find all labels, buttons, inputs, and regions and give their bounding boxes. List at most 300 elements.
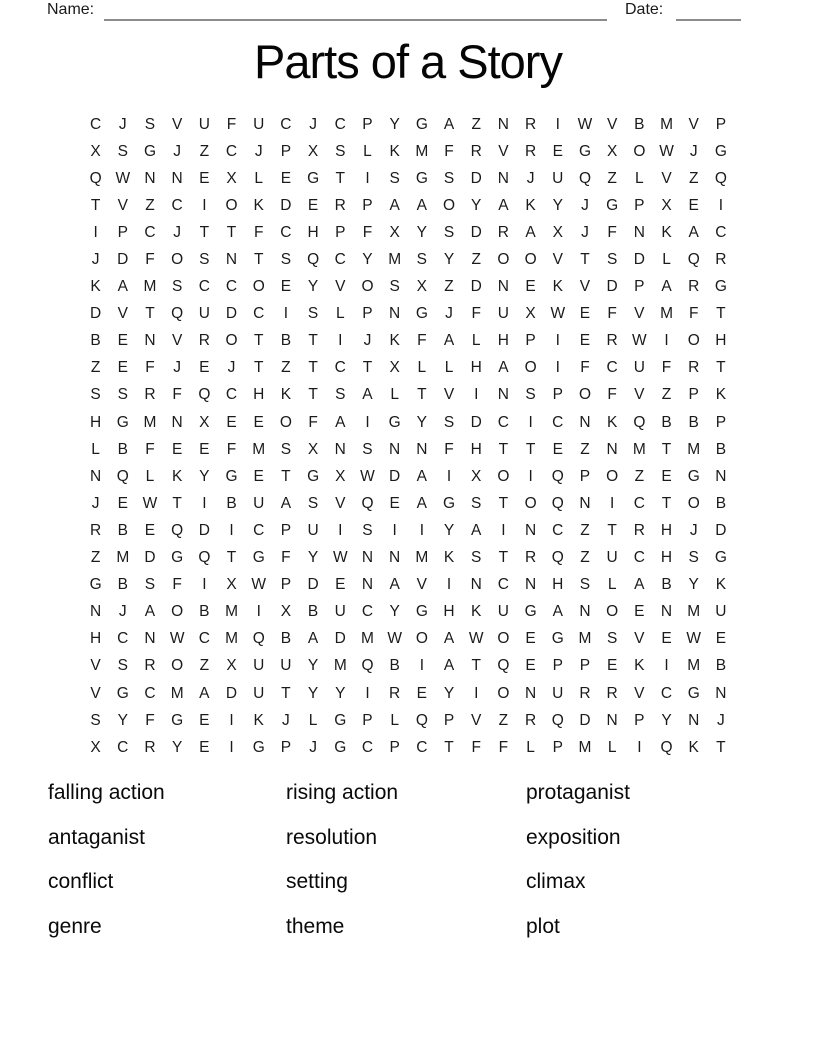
- word-list-item: plot: [526, 914, 560, 938]
- grid-letter: U: [497, 305, 509, 323]
- grid-letter: E: [199, 440, 210, 458]
- grid-letter: T: [253, 251, 264, 269]
- grid-letter: A: [144, 603, 156, 621]
- grid-letter: T: [444, 738, 454, 756]
- grid-letter: Y: [443, 684, 455, 702]
- grid-letter: Z: [444, 278, 454, 296]
- grid-letter: W: [142, 494, 158, 512]
- grid-letter: M: [170, 684, 184, 702]
- grid-letter: Q: [116, 467, 129, 485]
- grid-letter: V: [471, 711, 482, 729]
- grid-letter: T: [661, 494, 672, 512]
- grid-letter: L: [363, 142, 372, 160]
- grid-letter: I: [338, 332, 343, 350]
- grid-letter: J: [309, 115, 317, 133]
- grid-letter: G: [524, 603, 537, 621]
- grid-letter: E: [525, 657, 536, 675]
- grid-letter: S: [117, 386, 128, 404]
- grid-letter: T: [716, 359, 726, 377]
- grid-letter: M: [660, 115, 673, 133]
- grid-letter: M: [415, 142, 429, 160]
- grid-letter: K: [253, 196, 264, 214]
- grid-letter: L: [390, 386, 399, 404]
- grid-letter: G: [143, 142, 156, 160]
- grid-letter: F: [444, 142, 454, 160]
- grid-letter: S: [335, 142, 346, 160]
- grid-letter: I: [718, 196, 724, 214]
- grid-letter: S: [90, 711, 101, 729]
- grid-letter: B: [715, 440, 727, 458]
- grid-letter: L: [417, 359, 427, 377]
- grid-letter: R: [524, 142, 537, 160]
- grid-letter: D: [144, 549, 156, 567]
- grid-letter: G: [714, 549, 727, 567]
- grid-letter: P: [552, 738, 563, 756]
- grid-letter: J: [689, 521, 698, 539]
- grid-letter: B: [117, 521, 128, 539]
- grid-letter: O: [279, 413, 292, 431]
- grid-letter: N: [144, 332, 156, 350]
- grid-letter: C: [253, 305, 265, 323]
- grid-letter: V: [634, 386, 645, 404]
- grid-letter: P: [715, 413, 727, 431]
- grid-letter: P: [362, 115, 373, 133]
- grid-letter: A: [498, 196, 509, 214]
- grid-letter: W: [115, 169, 131, 187]
- grid-letter: A: [117, 278, 128, 296]
- grid-letter: J: [91, 494, 100, 512]
- grid-letter: F: [226, 440, 237, 458]
- grid-letter: Q: [551, 494, 564, 512]
- grid-letter: D: [470, 278, 482, 296]
- grid-letter: C: [171, 196, 183, 214]
- grid-letter: L: [607, 738, 617, 756]
- grid-letter: U: [253, 657, 265, 675]
- grid-letter: B: [199, 603, 210, 621]
- grid-letter: T: [226, 223, 237, 241]
- grid-letter: X: [471, 467, 482, 485]
- grid-letter: F: [308, 413, 318, 431]
- grid-letter: K: [688, 738, 699, 756]
- grid-letter: E: [552, 440, 563, 458]
- grid-letter: P: [552, 657, 563, 675]
- grid-letter: C: [280, 223, 292, 241]
- grid-letter: T: [172, 494, 182, 512]
- grid-letter: S: [117, 657, 128, 675]
- grid-letter: F: [145, 711, 155, 729]
- grid-letter: E: [389, 494, 400, 512]
- grid-letter: O: [171, 251, 184, 269]
- grid-letter: H: [660, 549, 673, 567]
- grid-letter: U: [715, 603, 727, 621]
- grid-letter: L: [607, 576, 617, 594]
- grid-letter: P: [634, 711, 645, 729]
- grid-letter: E: [117, 332, 128, 350]
- grid-letter: N: [606, 711, 618, 729]
- grid-letter: L: [471, 332, 481, 350]
- grid-letter: I: [229, 738, 234, 756]
- grid-letter: U: [307, 521, 319, 539]
- grid-letter: E: [280, 169, 292, 187]
- grid-letter: U: [633, 359, 645, 377]
- grid-letter: E: [226, 413, 237, 431]
- word-list-item: climax: [526, 870, 586, 893]
- grid-letter: W: [686, 630, 702, 648]
- grid-letter: E: [661, 630, 672, 648]
- grid-letter: N: [579, 413, 591, 431]
- grid-letter: E: [117, 359, 128, 377]
- grid-letter: P: [362, 711, 373, 729]
- grid-letter: B: [117, 576, 128, 594]
- grid-letter: F: [417, 332, 427, 350]
- grid-letter: U: [334, 603, 346, 621]
- grid-letter: A: [443, 630, 455, 648]
- grid-letter: N: [89, 467, 102, 485]
- grid-letter: O: [415, 630, 428, 648]
- grid-letter: Y: [362, 251, 373, 269]
- grid-letter: N: [524, 684, 537, 702]
- grid-letter: C: [117, 630, 129, 648]
- grid-letter: A: [661, 278, 672, 296]
- grid-letter: Y: [443, 521, 455, 539]
- grid-letter: G: [443, 494, 456, 512]
- grid-letter: M: [388, 251, 402, 269]
- grid-letter: M: [687, 657, 701, 675]
- grid-letter: N: [715, 684, 727, 702]
- grid-letter: K: [715, 576, 727, 594]
- grid-letter: U: [280, 657, 292, 675]
- grid-letter: X: [90, 142, 101, 160]
- grid-letter: Q: [714, 169, 727, 187]
- grid-letter: D: [280, 196, 292, 214]
- grid-letter: Y: [443, 251, 455, 269]
- grid-letter: F: [362, 223, 373, 241]
- grid-letter: N: [497, 115, 509, 133]
- grid-letter: Y: [199, 467, 210, 485]
- grid-letter: K: [171, 467, 183, 485]
- grid-letter: U: [253, 684, 265, 702]
- grid-letter: S: [144, 576, 156, 594]
- grid-letter: E: [199, 711, 210, 729]
- grid-letter: E: [144, 521, 156, 539]
- grid-letter: I: [446, 467, 452, 485]
- grid-letter: X: [226, 576, 237, 594]
- grid-letter: T: [335, 169, 346, 187]
- grid-letter: S: [144, 115, 156, 133]
- grid-letter: J: [363, 332, 372, 350]
- grid-letter: F: [172, 386, 182, 404]
- grid-letter: Y: [688, 576, 699, 594]
- grid-letter: A: [443, 332, 455, 350]
- grid-letter: D: [389, 467, 401, 485]
- word-list-item: exposition: [526, 825, 621, 849]
- grid-letter: P: [552, 386, 563, 404]
- grid-letter: H: [253, 386, 265, 404]
- grid-letter: T: [145, 305, 155, 323]
- grid-letter: Q: [551, 711, 564, 729]
- grid-letter: P: [579, 657, 591, 675]
- grid-letter: D: [117, 251, 129, 269]
- grid-letter: W: [468, 630, 484, 648]
- grid-letter: E: [117, 494, 128, 512]
- grid-letter: B: [90, 332, 101, 350]
- grid-letter: N: [144, 630, 156, 648]
- grid-letter: V: [552, 251, 563, 269]
- grid-letter: Z: [580, 440, 590, 458]
- grid-letter: V: [117, 196, 128, 214]
- grid-letter: E: [307, 196, 319, 214]
- grid-letter: S: [471, 549, 482, 567]
- grid-letter: N: [497, 278, 509, 296]
- grid-letter: I: [229, 711, 234, 729]
- grid-letter: E: [688, 196, 699, 214]
- grid-letter: X: [307, 440, 319, 458]
- grid-letter: O: [225, 332, 238, 350]
- grid-letter: X: [661, 196, 672, 214]
- grid-letter: T: [308, 332, 318, 350]
- grid-letter: Z: [90, 359, 101, 377]
- grid-letter: R: [144, 657, 156, 675]
- grid-letter: R: [470, 142, 482, 160]
- grid-letter: W: [632, 332, 647, 350]
- grid-letter: V: [606, 115, 618, 133]
- grid-letter: I: [474, 386, 479, 404]
- grid-letter: W: [251, 576, 267, 594]
- grid-letter: X: [280, 603, 292, 621]
- grid-letter: T: [308, 359, 318, 377]
- grid-letter: G: [252, 549, 265, 567]
- grid-letter: I: [392, 521, 397, 539]
- grid-letter: Z: [661, 386, 672, 404]
- grid-letter: K: [280, 386, 292, 404]
- grid-letter: H: [497, 332, 509, 350]
- grid-letter: O: [252, 278, 265, 296]
- grid-letter: I: [637, 738, 642, 756]
- grid-letter: T: [525, 440, 536, 458]
- grid-letter: N: [524, 576, 537, 594]
- grid-letter: S: [389, 278, 400, 296]
- grid-letter: I: [555, 115, 560, 133]
- grid-letter: I: [93, 223, 98, 241]
- grid-letter: V: [416, 576, 428, 594]
- grid-letter: Y: [552, 196, 563, 214]
- grid-letter: I: [474, 684, 479, 702]
- grid-letter: N: [361, 576, 374, 594]
- grid-letter: O: [361, 278, 374, 296]
- grid-letter: V: [90, 657, 101, 675]
- grid-letter: M: [415, 549, 429, 567]
- grid-letter: R: [144, 386, 156, 404]
- grid-letter: N: [715, 467, 727, 485]
- word-list-item: setting: [286, 870, 348, 893]
- grid-letter: T: [498, 440, 509, 458]
- grid-letter: I: [528, 467, 533, 485]
- grid-letter: E: [335, 576, 346, 594]
- grid-letter: R: [389, 684, 401, 702]
- grid-letter: K: [389, 332, 400, 350]
- grid-letter: D: [225, 305, 238, 323]
- grid-letter: V: [335, 494, 346, 512]
- grid-letter: D: [715, 521, 727, 539]
- grid-letter: Q: [415, 711, 428, 729]
- page-title: Parts of a Story: [254, 35, 562, 88]
- grid-letter: K: [715, 386, 727, 404]
- grid-letter: N: [688, 711, 700, 729]
- grid-letter: R: [606, 332, 618, 350]
- grid-letter: M: [225, 603, 238, 621]
- date-label: Date:: [625, 1, 664, 18]
- grid-letter: H: [443, 603, 455, 621]
- name-label: Name:: [47, 1, 95, 18]
- grid-letter: K: [471, 603, 482, 621]
- grid-letter: X: [389, 359, 400, 377]
- grid-letter: V: [443, 386, 455, 404]
- grid-letter: G: [307, 169, 320, 187]
- grid-letter: S: [606, 630, 618, 648]
- grid-letter: O: [524, 251, 537, 269]
- grid-letter: Y: [117, 711, 128, 729]
- grid-letter: M: [143, 278, 157, 296]
- grid-letter: K: [389, 142, 400, 160]
- grid-letter: B: [661, 413, 672, 431]
- grid-letter: M: [333, 657, 347, 675]
- grid-letter: C: [89, 115, 102, 133]
- grid-letter: V: [661, 169, 672, 187]
- grid-letter: W: [360, 467, 375, 485]
- grid-letter: P: [389, 738, 400, 756]
- date-blank-line: [676, 0, 741, 21]
- word-list: [48, 779, 776, 957]
- grid-letter: E: [199, 359, 210, 377]
- grid-letter: G: [551, 630, 564, 648]
- grid-letter: B: [280, 332, 292, 350]
- grid-letter: N: [524, 521, 537, 539]
- grid-letter: F: [688, 305, 699, 323]
- grid-letter: F: [580, 359, 590, 377]
- word-list-item: theme: [286, 914, 345, 938]
- grid-letter: P: [280, 738, 292, 756]
- grid-letter: A: [688, 223, 699, 241]
- grid-letter: M: [225, 630, 238, 648]
- grid-letter: X: [552, 223, 563, 241]
- grid-letter: I: [419, 521, 424, 539]
- grid-letter: C: [198, 278, 210, 296]
- grid-letter: S: [579, 576, 591, 594]
- grid-letter: E: [199, 738, 210, 756]
- grid-letter: U: [198, 115, 210, 133]
- grid-letter: X: [389, 223, 400, 241]
- word-list-item: conflict: [48, 870, 114, 893]
- grid-letter: Q: [198, 386, 211, 404]
- grid-letter: B: [280, 630, 292, 648]
- word-search-grid: [82, 111, 735, 761]
- grid-letter: N: [171, 413, 183, 431]
- grid-letter: B: [117, 440, 128, 458]
- grid-letter: E: [525, 278, 536, 296]
- grid-letter: Q: [551, 549, 564, 567]
- grid-letter: N: [389, 440, 401, 458]
- grid-letter: Y: [389, 115, 400, 133]
- grid-letter: P: [525, 332, 536, 350]
- grid-letter: T: [308, 386, 318, 404]
- grid-letter: N: [579, 494, 591, 512]
- grid-letter: L: [635, 169, 644, 187]
- grid-letter: I: [256, 603, 261, 621]
- grid-letter: D: [579, 711, 591, 729]
- grid-letter: M: [116, 549, 130, 567]
- grid-letter: C: [334, 359, 346, 377]
- grid-letter: N: [389, 305, 401, 323]
- grid-letter: X: [335, 467, 346, 485]
- grid-letter: T: [607, 521, 617, 539]
- grid-letter: T: [253, 359, 264, 377]
- grid-letter: U: [198, 305, 210, 323]
- grid-letter: F: [661, 359, 672, 377]
- grid-letter: J: [581, 196, 589, 214]
- grid-letter: Q: [660, 738, 673, 756]
- grid-letter: C: [497, 576, 509, 594]
- grid-letter: Z: [580, 549, 590, 567]
- grid-letter: E: [606, 657, 618, 675]
- grid-letter: F: [607, 223, 617, 241]
- grid-letter: H: [307, 223, 319, 241]
- grid-letter: J: [309, 738, 317, 756]
- grid-letter: V: [634, 630, 645, 648]
- grid-letter: I: [610, 494, 615, 512]
- grid-letter: V: [171, 115, 183, 133]
- grid-letter: W: [332, 549, 348, 567]
- grid-letter: J: [282, 711, 290, 729]
- grid-letter: V: [688, 115, 699, 133]
- grid-letter: V: [117, 305, 128, 323]
- grid-letter: G: [415, 305, 428, 323]
- word-list-item: antaganist: [48, 825, 145, 849]
- grid-letter: O: [578, 386, 591, 404]
- grid-letter: N: [89, 603, 102, 621]
- grid-letter: C: [633, 494, 645, 512]
- grid-letter: S: [90, 386, 101, 404]
- grid-letter: N: [633, 223, 645, 241]
- grid-letter: C: [633, 549, 645, 567]
- grid-letter: V: [579, 278, 591, 296]
- grid-letter: M: [361, 630, 374, 648]
- grid-letter: B: [715, 657, 727, 675]
- grid-letter: N: [470, 576, 482, 594]
- grid-letter: P: [280, 521, 292, 539]
- grid-letter: O: [497, 684, 510, 702]
- grid-letter: T: [498, 549, 509, 567]
- grid-letter: N: [171, 169, 183, 187]
- grid-letter: J: [526, 169, 535, 187]
- grid-letter: O: [524, 494, 537, 512]
- grid-letter: B: [307, 603, 319, 621]
- grid-letter: I: [229, 521, 234, 539]
- grid-letter: G: [307, 467, 320, 485]
- grid-letter: H: [89, 630, 102, 648]
- grid-letter: J: [173, 142, 182, 160]
- grid-letter: Q: [578, 169, 591, 187]
- word-list-item: resolution: [286, 825, 378, 849]
- word-list-item: falling action: [48, 781, 165, 804]
- grid-letter: T: [661, 440, 672, 458]
- grid-letter: W: [169, 630, 185, 648]
- grid-letter: G: [116, 413, 129, 431]
- grid-letter: T: [716, 738, 726, 756]
- grid-letter: B: [634, 115, 645, 133]
- grid-letter: C: [225, 278, 238, 296]
- grid-letter: G: [334, 711, 347, 729]
- grid-letter: N: [579, 603, 591, 621]
